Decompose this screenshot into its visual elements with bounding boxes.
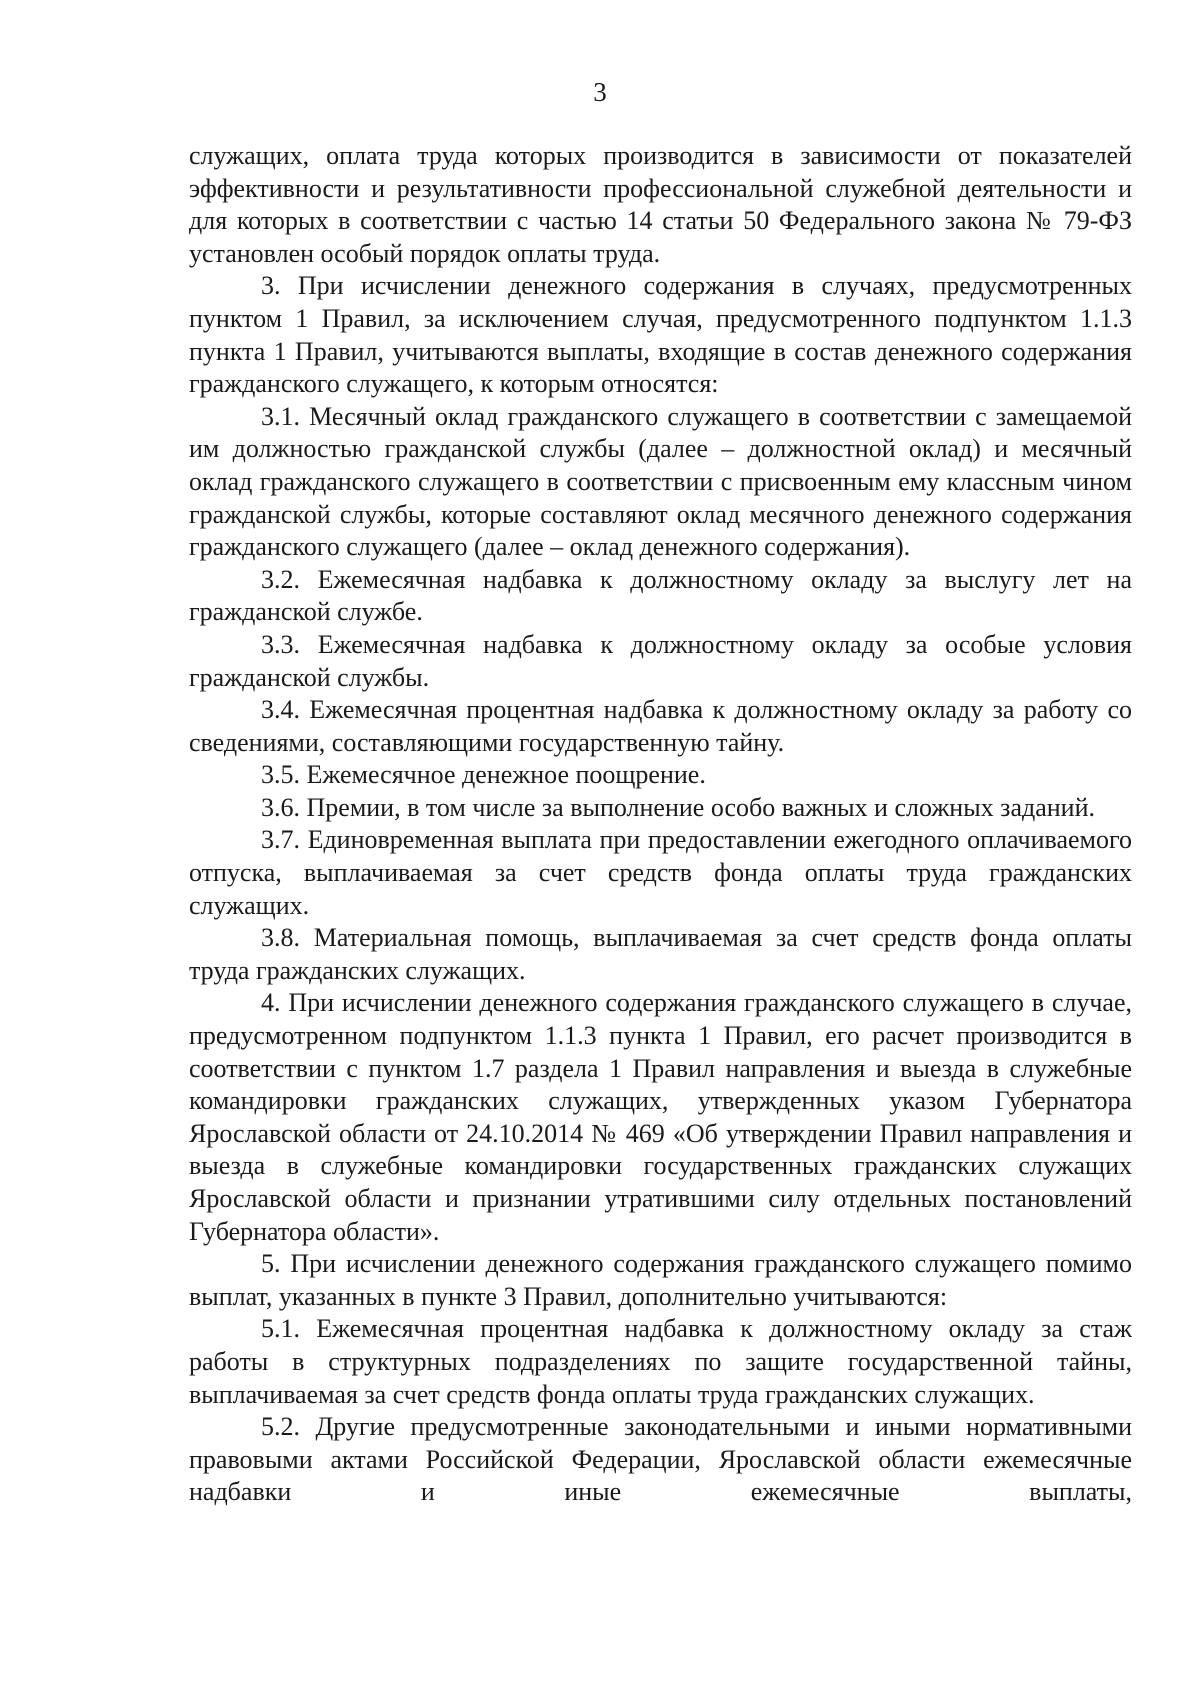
paragraph-item-3: 3. При исчислении денежного содержания в случаях, предусмотренных пунктом 1 Правил, за исключением случая, предусмотренного подпунктом 1.1.3 пункта 1 Правил, учитываются выплаты, входящие в состав денежного содержания гражданского служащего, к которым относятся: [189, 271, 1132, 399]
page-number: 3 [593, 77, 607, 107]
paragraph-item-3-4: 3.4. Ежемесячная процентная надбавка к должностному окладу за работу со сведениями, составляющими государственную тайну. [189, 695, 1132, 757]
paragraph-item-3-7: 3.7. Единовременная выплата при предоставлении ежегодного оплачиваемого отпуска, выплачиваемая за счет средств фонда оплаты труда гражданских служащих. [189, 825, 1132, 920]
paragraph-item-5-1: 5.1. Ежемесячная процентная надбавка к должностному окладу за стаж работы в структурных подразделениях по защите государственной тайны, выплачиваемая за счет средств фонда оплаты труда гражданских служащих. [189, 1314, 1132, 1409]
paragraph-item-3-3: 3.3. Ежемесячная надбавка к должностному окладу за особые условия гражданской службы. [189, 629, 1132, 692]
paragraph-item-5-2: 5.2. Другие предусмотренные законодательными и иными нормативными правовыми актами Российской Федерации, Ярославской области ежемесячные надбавки и иные ежемесячные выплаты, [189, 1412, 1132, 1507]
paragraph-item-3-1: 3.1. Месячный оклад гражданского служащего в соответствии с замещаемой им должностью гражданской службы (далее – должностной оклад) и месячный оклад гражданского служащего в соответствии с присвоенным ему классным чином гражданской службы, которые составляют оклад месячного денежного содержания гражданского служащего (далее – оклад денежного содержания). [189, 401, 1132, 562]
paragraph-item-4: 4. При исчислении денежного содержания гражданского служащего в случае, предусмотренном подпунктом 1.1.3 пункта 1 Правил, его расчет производится в соответствии с пунктом 1.7 раздела 1 Правил направления и выезда в служебные командировки гражданских служащих, утвержденных указом Губернатора Ярославской области от 24.10.2014 № 469 «Об утверждении Правил направления и выезда в служебные командировки государственных гражданских служащих Ярославской области и признании утратившими силу отдельных постановлений Губернатора области». [189, 988, 1132, 1246]
paragraph-item-3-2: 3.2. Ежемесячная надбавка к должностному окладу за выслугу лет на гражданской службе. [189, 564, 1132, 627]
paragraph-item-3-6: 3.6. Премии, в том числе за выполнение особо важных и сложных заданий. [261, 792, 1096, 822]
paragraph-item-3-8: 3.8. Материальная помощь, выплачиваемая за счет средств фонда оплаты труда гражданских служащих. [189, 923, 1132, 985]
paragraph-item-3-5: 3.5. Ежемесячное денежное поощрение. [261, 760, 706, 790]
paragraph-item-5: 5. При исчислении денежного содержания гражданского служащего помимо выплат, указанных в пункте 3 Правил, дополнительно учитываются: [189, 1249, 1132, 1311]
paragraph-continuation: служащих, оплата труда которых производится в зависимости от показателей эффективности и результативности профессиональной служебной деятельности и для которых в соответствии с частью 14 статьи 50 Федерального закона № 79-ФЗ установлен особый порядок оплаты труда. [189, 141, 1132, 268]
document-body [189, 140, 1132, 1509]
